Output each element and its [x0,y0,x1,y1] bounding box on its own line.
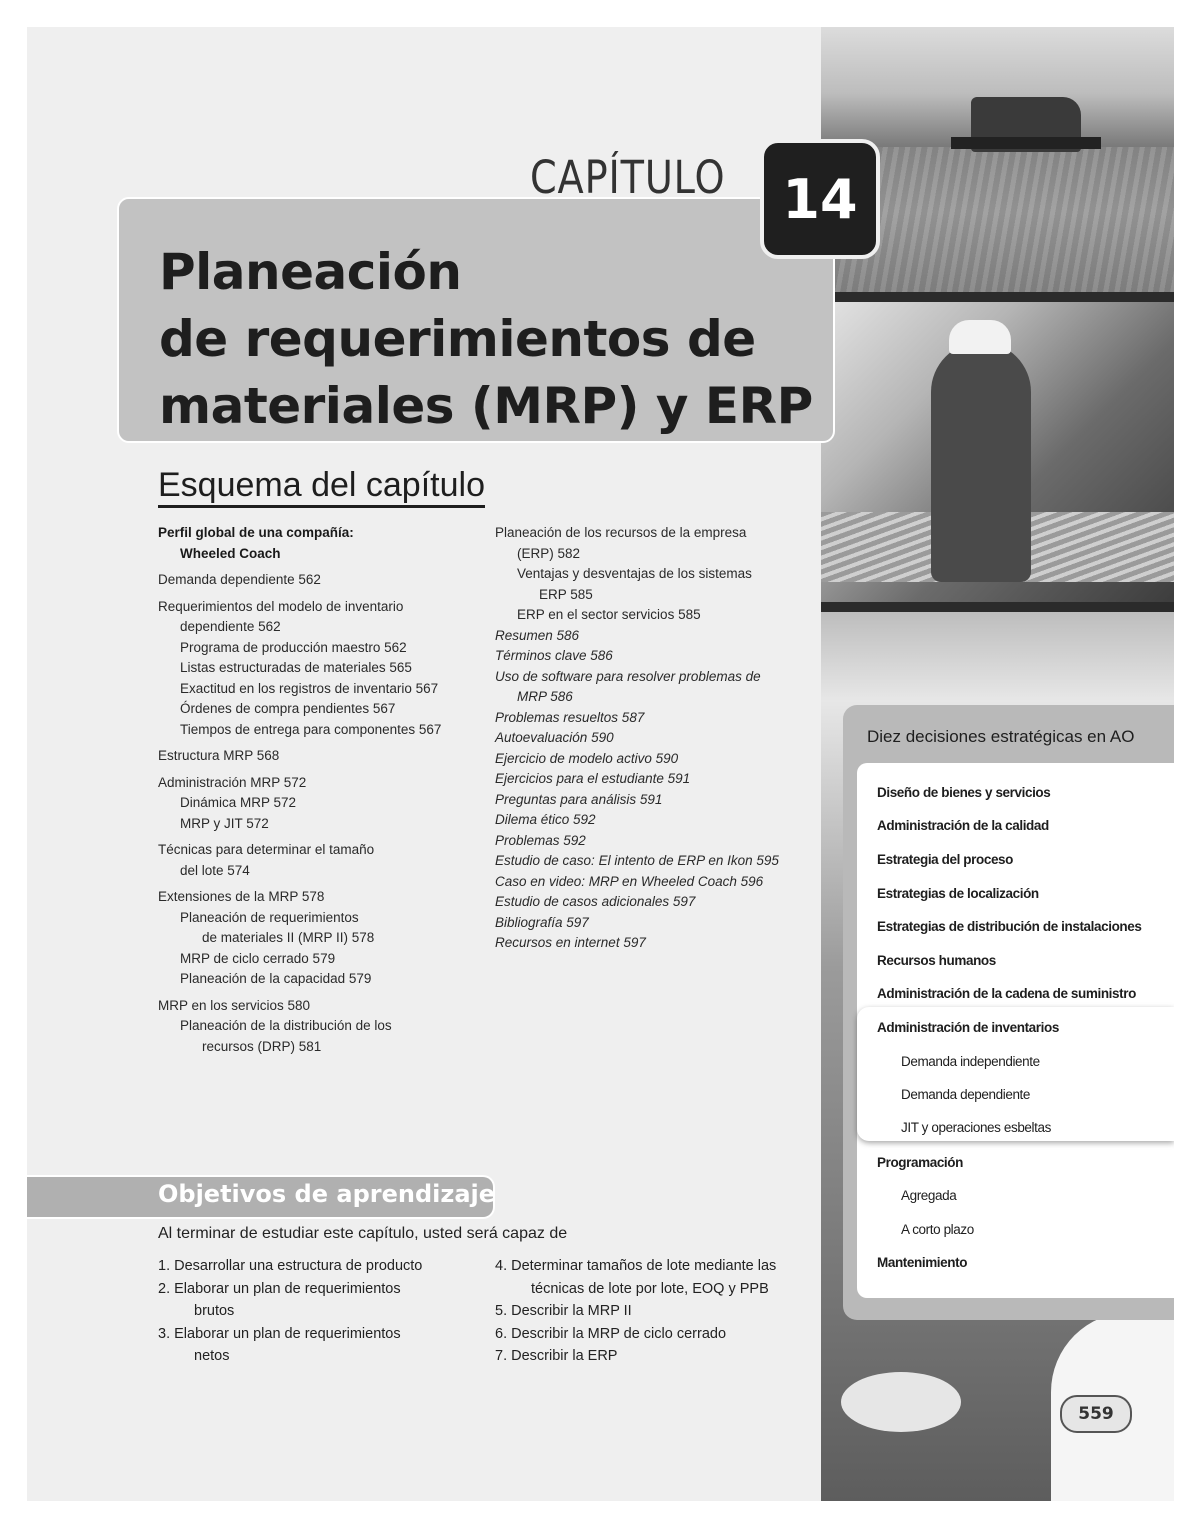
outline-end-item: Bibliografía 597 [495,914,589,930]
outline-end-item: Resumen 586 [495,627,580,643]
decision-item: Mantenimiento [877,1255,968,1270]
objective-item: 1. Desarrollar una estructura de producto [158,1258,423,1274]
objective-item: 2. Elaborar un plan de requerimientos [158,1280,401,1297]
outline-subitem: Listas estructuradas de materiales 565 [180,660,412,675]
outline-end-item: Uso de software para resolver problemas de [495,668,761,684]
decision-subitem: JIT y operaciones esbeltas [901,1120,1051,1135]
outline-item: Extensiones de la MRP 578 [158,889,325,904]
title-line-1: Planeación [159,243,462,301]
outline-column-2 [495,523,820,954]
photo-divider [821,602,1174,612]
outline-profile-company: Wheeled Coach [180,545,281,561]
outline-item: dependiente 562 [180,619,281,634]
outline-end-item: Autoevaluación 590 [495,730,614,745]
outline-end-item: Caso en video: MRP en Wheeled Coach 596 [495,873,764,889]
chapter-opener-page [27,27,1174,1501]
factory-worker-photo [821,302,1174,602]
outline-heading: Esquema del capítulo [158,467,485,508]
outline-end-item: MRP 586 [517,689,573,704]
decision-item: Recursos humanos [877,953,996,968]
objectives-intro: Al terminar de estudiar este capítulo, usted será capaz de [158,1225,568,1242]
panel-heading: Diez decisiones estratégicas en AO [867,727,1135,746]
outline-end-item: Problemas 592 [495,832,586,848]
decision-subitem: Demanda independiente [901,1054,1040,1069]
outline-end-item: Preguntas para análisis 591 [495,791,663,807]
objective-item: 4. Determinar tamaños de lote mediante las [495,1258,777,1274]
decision-subitem: Agregada [901,1188,957,1203]
outline-column-1 [158,523,478,1057]
outline-subitem: Planeación de requerimientos [180,909,359,925]
outline-subitem: Tiempos de entrega para componentes 567 [180,721,442,737]
outline-end-item: Dilema ético 592 [495,812,596,827]
decision-item-active: Administración de inventarios [877,1020,1059,1035]
outline-item: Estructura MRP 568 [158,748,280,763]
outline-subitem: ERP 585 [539,586,593,602]
page-number: 559 [1060,1395,1132,1433]
decision-item: Diseño de bienes y servicios [877,785,1051,800]
outline-subitem: Planeación de la distribución de los [180,1018,392,1033]
outline-end-item: Ejercicios para el estudiante 591 [495,771,691,786]
outline-subitem: MRP de ciclo cerrado 579 [180,950,336,966]
decision-item: Administración de la calidad [877,818,1049,833]
decision-item: Estrategia del proceso [877,852,1014,867]
outline-item: Planeación de los recursos de la empresa [495,525,747,540]
objective-item: 3. Elaborar un plan de requerimientos [158,1325,401,1342]
title-line-3: materiales (MRP) y ERP [159,377,813,435]
decision-item: Estrategias de distribución de instalaciones [877,919,1142,934]
objective-item: 5. Describir la MRP II [495,1303,632,1319]
outline-subitem: MRP y JIT 572 [180,815,269,831]
outline-subitem: Ventajas y desventajas de los sistemas [517,566,752,581]
chapter-label: CAPÍTULO [530,151,726,204]
outline-item: Requerimientos del modelo de inventario [158,598,404,614]
outline-item: MRP en los servicios 580 [158,997,311,1013]
objective-item: 6. Describir la MRP de ciclo cerrado [495,1325,727,1342]
outline-end-item: Términos clave 586 [495,648,613,663]
outline-end-item: Estudio de casos adicionales 597 [495,894,696,909]
decision-subitem: Demanda dependiente [901,1087,1031,1102]
outline-end-item: Problemas resueltos 587 [495,709,645,725]
outline-subitem: recursos (DRP) 581 [202,1038,322,1054]
decision-item: Programación [877,1155,963,1170]
decision-item: Estrategias de localización [877,886,1039,901]
outline-end-item: Recursos en internet 597 [495,935,646,950]
photo-divider [821,292,1174,302]
chapter-title [159,239,813,440]
chapter-title-box [117,197,835,443]
outline-profile: Perfil global de una compañía: [158,525,354,540]
outline-subitem: Exactitud en los registros de inventario 567 [180,680,439,696]
objective-item: 7. Describir la ERP [495,1348,618,1364]
outline-end-item: Ejercicio de modelo activo 590 [495,750,679,766]
strategic-decisions-panel [843,705,1174,1320]
objective-item-continued: netos [194,1348,230,1364]
outline-end-item: Estudio de caso: El intento de ERP en Ikon 595 [495,853,779,868]
outline-subitem: Planeación de la capacidad 579 [180,971,372,986]
outline-item: del lote 574 [180,862,250,878]
objectives-list-right [495,1255,825,1368]
outline-subitem: de materiales II (MRP II) 578 [202,930,375,945]
decision-subitem: A corto plazo [901,1222,974,1237]
outline-subitem: Dinámica MRP 572 [180,795,297,810]
outline-subitem: Órdenes de compra pendientes 567 [180,701,396,716]
outline-item: (ERP) 582 [517,545,581,561]
decisions-list [857,763,1174,1298]
decision-item: Administración de la cadena de suministro [877,986,1136,1001]
chapter-number-badge: 14 [760,139,880,259]
outline-item: Administración MRP 572 [158,774,307,790]
outline-item: Demanda dependiente 562 [158,572,321,587]
objective-item-continued: técnicas de lote por lote, EOQ y PPB [531,1280,769,1297]
objectives-title: Objetivos de aprendizaje [158,1180,496,1208]
outline-item: Técnicas para determinar el tamaño [158,842,375,857]
objectives-list-left [158,1255,488,1368]
title-line-2: de requerimientos de [159,310,756,368]
objective-item-continued: brutos [194,1303,235,1319]
outline-subitem: Programa de producción maestro 562 [180,639,407,655]
outline-subitem: ERP en el sector servicios 585 [517,607,701,622]
